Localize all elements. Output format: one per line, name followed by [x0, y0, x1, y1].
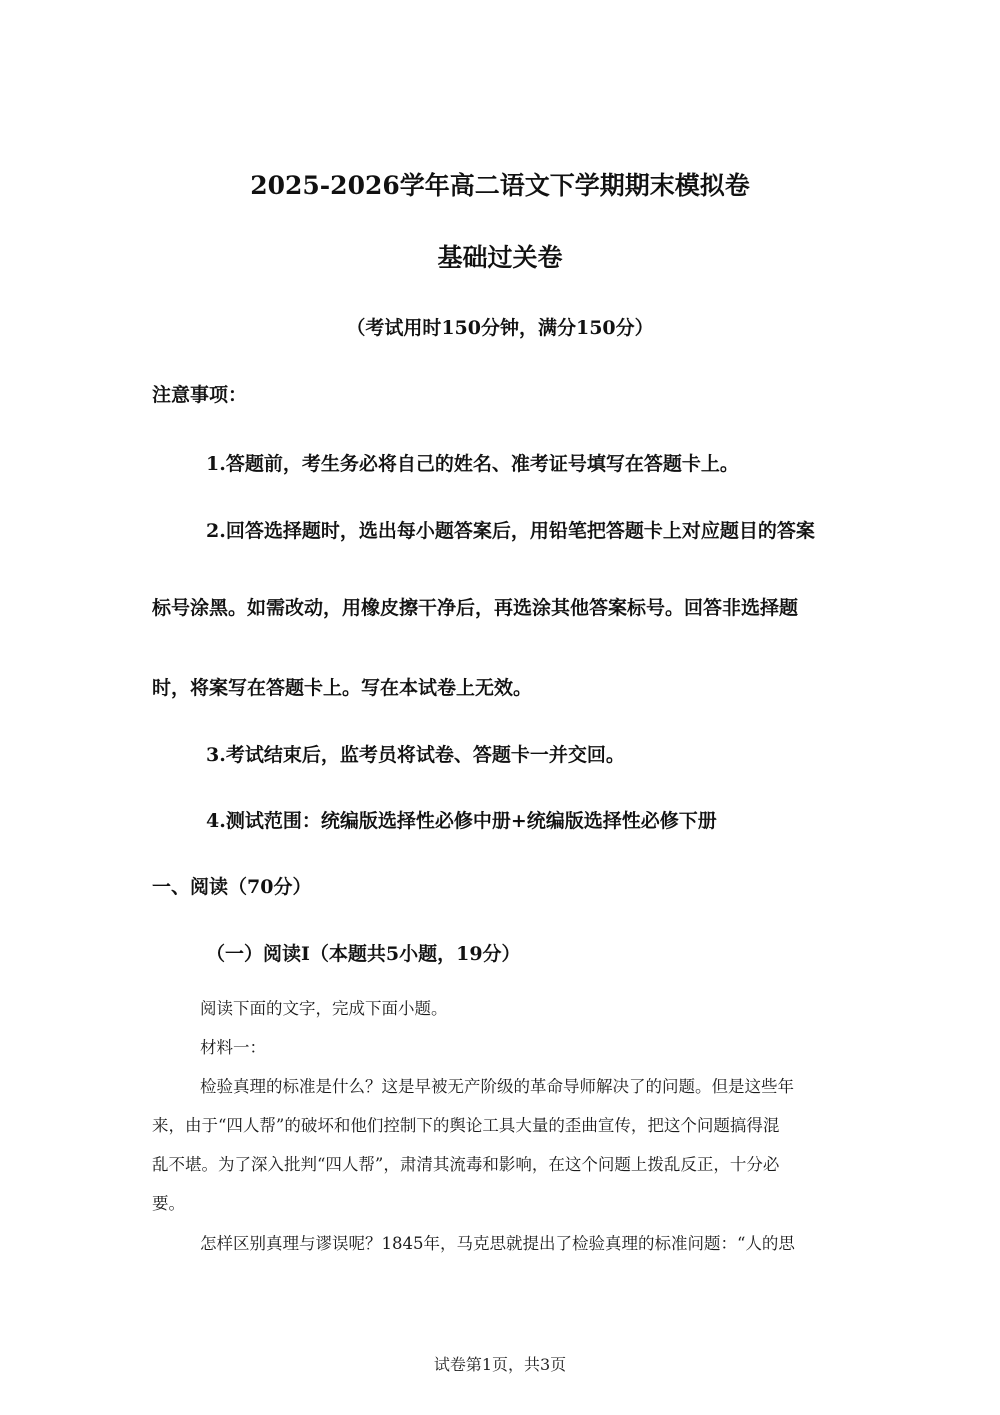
notice-item-3: 3.考试结束后，监考员将试卷、答题卡一并交回。: [206, 744, 625, 766]
material-paragraph-1-line-1: 检验真理的标准是什么？这是早被无产阶级的革命导师解决了的问题。但是这些年: [200, 1077, 794, 1096]
material-paragraph-1-line-4: 要。: [152, 1194, 185, 1213]
subsection-heading: （一）阅读Ⅰ（本题共5小题，19分）: [206, 943, 521, 965]
exam-time-info: （考试用时150分钟，满分150分）: [346, 317, 654, 339]
material-paragraph-2-line-1: 怎样区别真理与谬误呢？1845年，马克思就提出了检验真理的标准问题：“人的思: [200, 1234, 795, 1253]
exam-title: 2025-2026学年高二语文下学期期末模拟卷: [250, 171, 750, 200]
page-footer: 试卷第1页，共3页: [433, 1355, 567, 1374]
notice-item-2-line-3: 时，将案写在答题卡上。写在本试卷上无效。: [152, 677, 533, 699]
notice-item-4: 4.测试范围：统编版选择性必修中册+统编版选择性必修下册: [206, 810, 717, 832]
reading-instruction: 阅读下面的文字，完成下面小题。: [200, 999, 448, 1018]
notice-item-2-line-2: 标号涂黑。如需改动，用橡皮擦干净后，再选涂其他答案标号。回答非选择题: [152, 597, 799, 619]
notice-item-1: 1.答题前，考生务必将自己的姓名、准考证号填写在答题卡上。: [206, 453, 739, 475]
section-heading: 一、阅读（70分）: [152, 876, 312, 898]
material-paragraph-1-line-3: 乱不堪。为了深入批判“四人帮”，肃清其流毒和影响，在这个问题上拨乱反正，十分必: [152, 1155, 780, 1174]
notice-heading: 注意事项：: [152, 384, 248, 406]
exam-subtitle: 基础过关卷: [437, 243, 563, 272]
material-paragraph-1-line-2: 来，由于“四人帮”的破坏和他们控制下的舆论工具大量的歪曲宣传，把这个问题搞得混: [152, 1116, 780, 1135]
notice-item-2-line-1: 2.回答选择题时，选出每小题答案后，用铅笔把答题卡上对应题目的答案: [206, 520, 815, 542]
material-label: 材料一：: [200, 1038, 266, 1057]
